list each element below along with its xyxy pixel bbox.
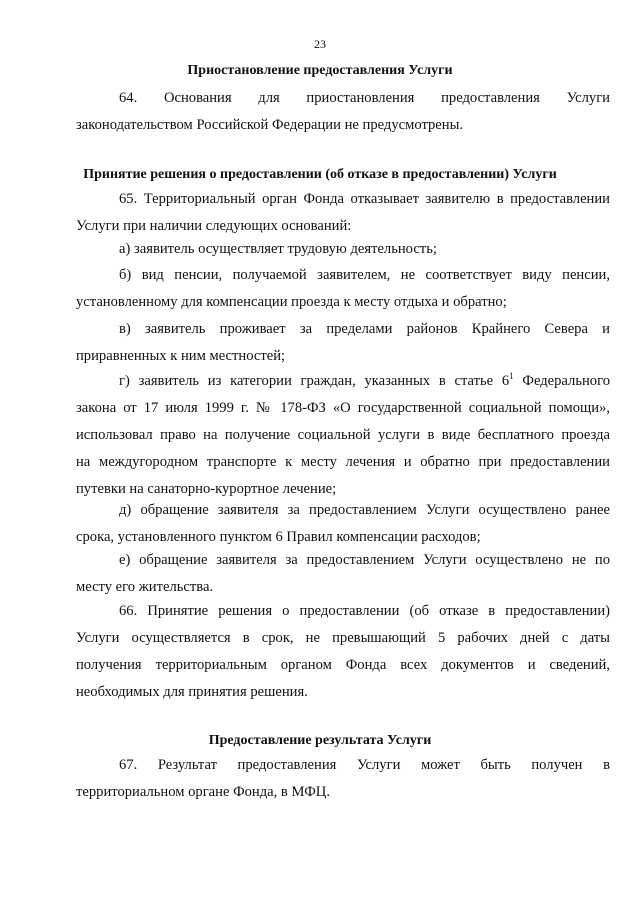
paragraph-65-g [76, 368, 610, 503]
paragraph-line: получения территориальным органом Фонда всех документов и сведений, [76, 657, 610, 673]
paragraph-line: территориальном органе Фонда, в МФЦ. [76, 784, 330, 800]
paragraph-line: б) вид пенсии, получаемой заявителем, не соответствует виду пенсии, [119, 267, 610, 283]
paragraph-67 [76, 752, 610, 806]
paragraph-line: приравненных к ним местностей; [76, 348, 286, 364]
section-heading-decision: Принятие решения о предоставлении (об отказе в предоставлении) Услуги [83, 167, 557, 182]
paragraph-line: путевки на санаторно-курортное лечение; [76, 481, 337, 497]
section-heading-result: Предоставление результата Услуги [208, 733, 432, 748]
paragraph-65-e [76, 547, 610, 601]
paragraph-line: е) обращение заявителя за предоставлением Услуги осуществлено не по [119, 552, 610, 568]
paragraph-65 [76, 186, 610, 240]
paragraph-line: на междугородном транспорте к месту лечения и обратно при предоставлении [76, 454, 610, 470]
paragraph-line: 64. Основания для приостановления предоставления Услуги [119, 90, 610, 106]
page-number: 23 [314, 37, 326, 51]
paragraph-line: законодательством Российской Федерации не предусмотрены. [76, 117, 464, 133]
paragraph-line: Услуги осуществляется в срок, не превышающий 5 рабочих дней с даты [76, 630, 610, 646]
paragraph-line: г) заявитель из категории граждан, указанных в статье $6^1$ Федерального [119, 371, 611, 389]
paragraph-65-d [76, 497, 610, 551]
paragraph-line: в) заявитель проживает за пределами районов Крайнего Севера и [119, 321, 610, 337]
paragraph-line: а) заявитель осуществляет трудовую деятельность; [119, 241, 437, 257]
paragraph-66 [76, 598, 610, 706]
paragraph-line: 67. Результат предоставления Услуги может быть получен в [119, 757, 610, 773]
paragraph-65-v [76, 316, 610, 370]
paragraph-line: месту его жительства. [76, 579, 214, 595]
section-heading-suspension: Приостановление предоставления Услуги [187, 63, 453, 78]
paragraph-line: д) обращение заявителя за предоставлением Услуги осуществлено ранее [119, 502, 610, 518]
paragraph-line: необходимых для принятия решения. [76, 684, 308, 700]
paragraph-64 [76, 85, 610, 139]
paragraph-line: срока, установленного пунктом 6 Правил компенсации расходов; [76, 529, 481, 545]
paragraph-line: закона от 17 июля 1999 г. № 178-ФЗ «О государственной социальной помощи», [76, 400, 610, 416]
paragraph-line: 66. Принятие решения о предоставлении (об отказе в предоставлении) [119, 603, 610, 619]
paragraph-65-a [76, 236, 610, 263]
paragraph-line: Услуги при наличии следующих оснований: [76, 218, 352, 234]
paragraph-line: 65. Территориальный орган Фонда отказывает заявителю в предоставлении [119, 191, 610, 207]
paragraph-line: использовал право на получение социальной услуги в виде бесплатного проезда [76, 427, 610, 443]
paragraph-line: установленному для компенсации проезда к месту отдыха и обратно; [76, 294, 507, 310]
paragraph-65-b [76, 262, 610, 316]
footnote-superscript: 1 [509, 371, 514, 381]
